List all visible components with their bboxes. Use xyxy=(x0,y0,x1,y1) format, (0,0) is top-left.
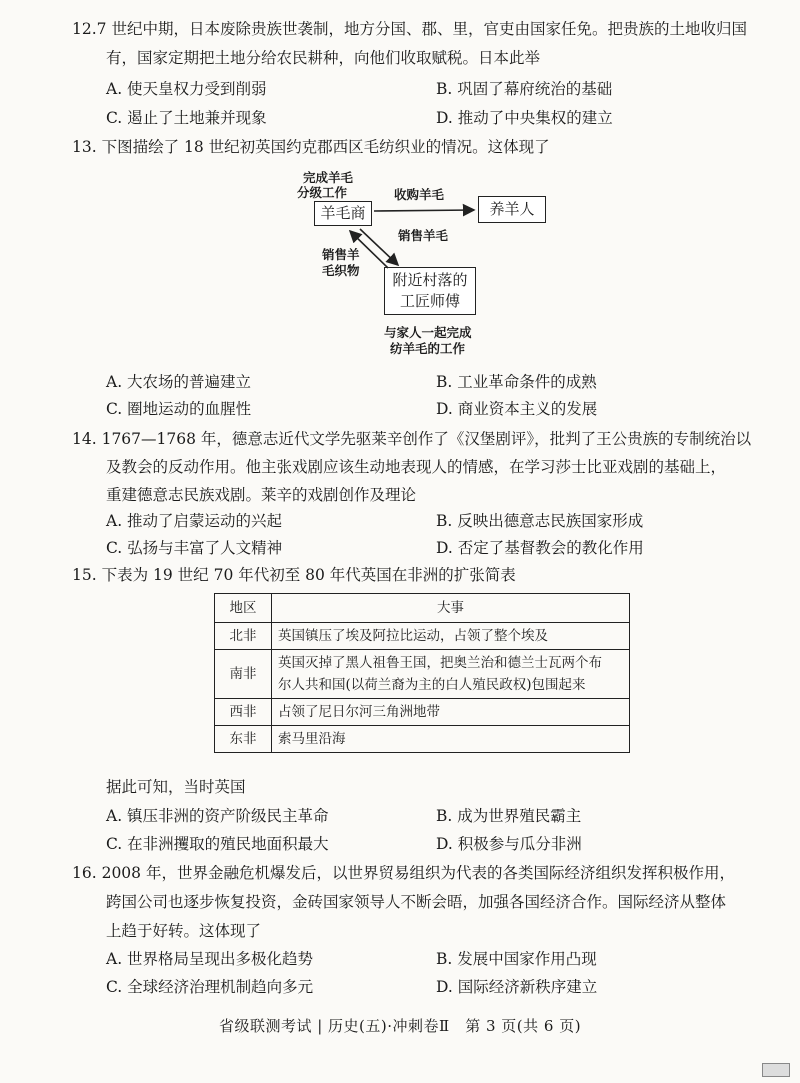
table-row xyxy=(215,726,630,753)
q14-option-c[interactable]: C. 弘扬与丰富了人文精神 xyxy=(106,539,283,557)
table-header-row xyxy=(215,594,630,623)
table-cell-event: 索马里沿海 xyxy=(272,726,630,753)
table-cell-event: 英国镇压了埃及阿拉比运动，占领了整个埃及 xyxy=(272,623,630,650)
q14-stem-line-3: 重建德意志民族戏剧。莱辛的戏剧创作及理论 xyxy=(106,486,417,504)
craftsman-note-line-1: 与家人一起完成 xyxy=(384,325,472,340)
corner-stamp-logo xyxy=(762,1063,790,1077)
q16-option-c[interactable]: C. 全球经济治理机制趋向多元 xyxy=(106,978,314,996)
q16-option-d[interactable]: D. 国际经济新秩序建立 xyxy=(436,978,598,996)
q13-option-c[interactable]: C. 圈地运动的血腥性 xyxy=(106,400,252,418)
sell-textiles-line-2: 毛织物 xyxy=(322,263,360,278)
merchant-note-line-2: 分级工作 xyxy=(297,185,348,200)
q16-option-a[interactable]: A. 世界格局呈现出多极化趋势 xyxy=(106,950,314,968)
q15-option-b[interactable]: B. 成为世界殖民霸主 xyxy=(436,807,582,825)
q16-option-b[interactable]: B. 发展中国家作用凸现 xyxy=(436,950,597,968)
sell-textiles-line-1: 销售羊 xyxy=(322,247,360,262)
q13-option-b[interactable]: B. 工业革命条件的成熟 xyxy=(436,373,597,391)
q13-option-d[interactable]: D. 商业资本主义的发展 xyxy=(436,400,598,418)
diagram-arrows xyxy=(0,0,800,400)
q14-option-d[interactable]: D. 否定了基督教会的教化作用 xyxy=(436,539,644,557)
table-row xyxy=(215,650,630,699)
table-header-event: 大事 xyxy=(272,594,630,623)
table-cell-event: 占领了尼日尔河三角洲地带 xyxy=(272,699,630,726)
q12-stem-line-1: 12.7 世纪中期，日本废除贵族世袭制，地方分国、郡、里，官吏由国家任免。把贵族的土地收归国 xyxy=(72,20,747,38)
q12-option-a[interactable]: A. 使天皇权力受到削弱 xyxy=(106,80,267,98)
q15-stem: 15. 下表为 19 世纪 70 年代初至 80 年代英国在非洲的扩张简表 xyxy=(72,566,516,584)
q16-stem-line-2: 跨国公司也逐步恢复投资，金砖国家领导人不断会晤，加强各国经济合作。国际经济从整体 xyxy=(106,893,727,911)
q13-stem: 13. 下图描绘了 18 世纪初英国约克郡西区毛纺织业的情况。这体现了 xyxy=(72,138,550,156)
craftsman-line-2: 工匠师傅 xyxy=(399,292,460,310)
q14-stem-line-2: 及教会的反动作用。他主张戏剧应该生动地表现人的情感，在学习莎士比亚戏剧的基础上， xyxy=(106,458,727,476)
table-row xyxy=(215,699,630,726)
q14-option-b[interactable]: B. 反映出德意志民族国家形成 xyxy=(436,512,644,530)
arrow-merchant-to-shepherd xyxy=(374,210,474,211)
table-header-region: 地区 xyxy=(215,594,272,623)
page-footer: 省级联测考试 | 历史(五)·冲刺卷Ⅱ 第 3 页(共 6 页) xyxy=(218,1017,582,1035)
buy-wool-label: 收购羊毛 xyxy=(394,187,445,202)
wool-merchant-box: 羊毛商 xyxy=(314,201,372,226)
table-cell-event-line: 尔人共和国(以荷兰裔为主的白人殖民政权)包围起来 xyxy=(278,677,586,693)
table-cell-event-line: 英国灭掉了黑人祖鲁王国，把奥兰治和德兰士瓦两个布 xyxy=(278,655,602,671)
q12-option-b[interactable]: B. 巩固了幕府统治的基础 xyxy=(436,80,613,98)
merchant-note-line-1: 完成羊毛 xyxy=(303,170,354,185)
sell-wool-label: 销售羊毛 xyxy=(398,228,449,243)
q14-stem-line-1: 14. 1767—1768 年，德意志近代文学先驱莱辛创作了《汉堡剧评》，批判了王公贵族的专制统治以 xyxy=(72,430,752,448)
q15-after-text: 据此可知，当时英国 xyxy=(106,778,246,796)
q16-stem-line-1: 16. 2008 年，世界金融危机爆发后，以世界贸易组织为代表的各类国际经济组织发挥积极作用， xyxy=(72,864,735,882)
q16-stem-line-3: 上趋于好转。这体现了 xyxy=(106,922,262,940)
table-cell-region: 南非 xyxy=(215,650,272,699)
shepherd-label: 养羊人 xyxy=(489,200,535,218)
table-row xyxy=(215,623,630,650)
table-cell-region: 西非 xyxy=(215,699,272,726)
table-cell-region: 东非 xyxy=(215,726,272,753)
craftsman-line-1: 附近村落的 xyxy=(392,271,468,289)
q15-option-d[interactable]: D. 积极参与瓜分非洲 xyxy=(436,835,582,853)
table-cell-event xyxy=(272,650,630,699)
table-cell-region: 北非 xyxy=(215,623,272,650)
q15-option-c[interactable]: C. 在非洲攫取的殖民地面积最大 xyxy=(106,835,329,853)
q12-stem-line-2: 有，国家定期把土地分给农民耕种，向他们收取赋税。日本此举 xyxy=(106,49,541,67)
q15-option-a[interactable]: A. 镇压非洲的资产阶级民主革命 xyxy=(106,807,329,825)
q13-option-a[interactable]: A. 大农场的普遍建立 xyxy=(106,373,252,391)
q15-table xyxy=(214,593,630,753)
q14-option-a[interactable]: A. 推动了启蒙运动的兴起 xyxy=(106,512,283,530)
craftsman-note-line-2: 纺羊毛的工作 xyxy=(390,341,466,356)
q12-option-c[interactable]: C. 遏止了土地兼并现象 xyxy=(106,109,267,127)
q12-option-d[interactable]: D. 推动了中央集权的建立 xyxy=(436,109,613,127)
